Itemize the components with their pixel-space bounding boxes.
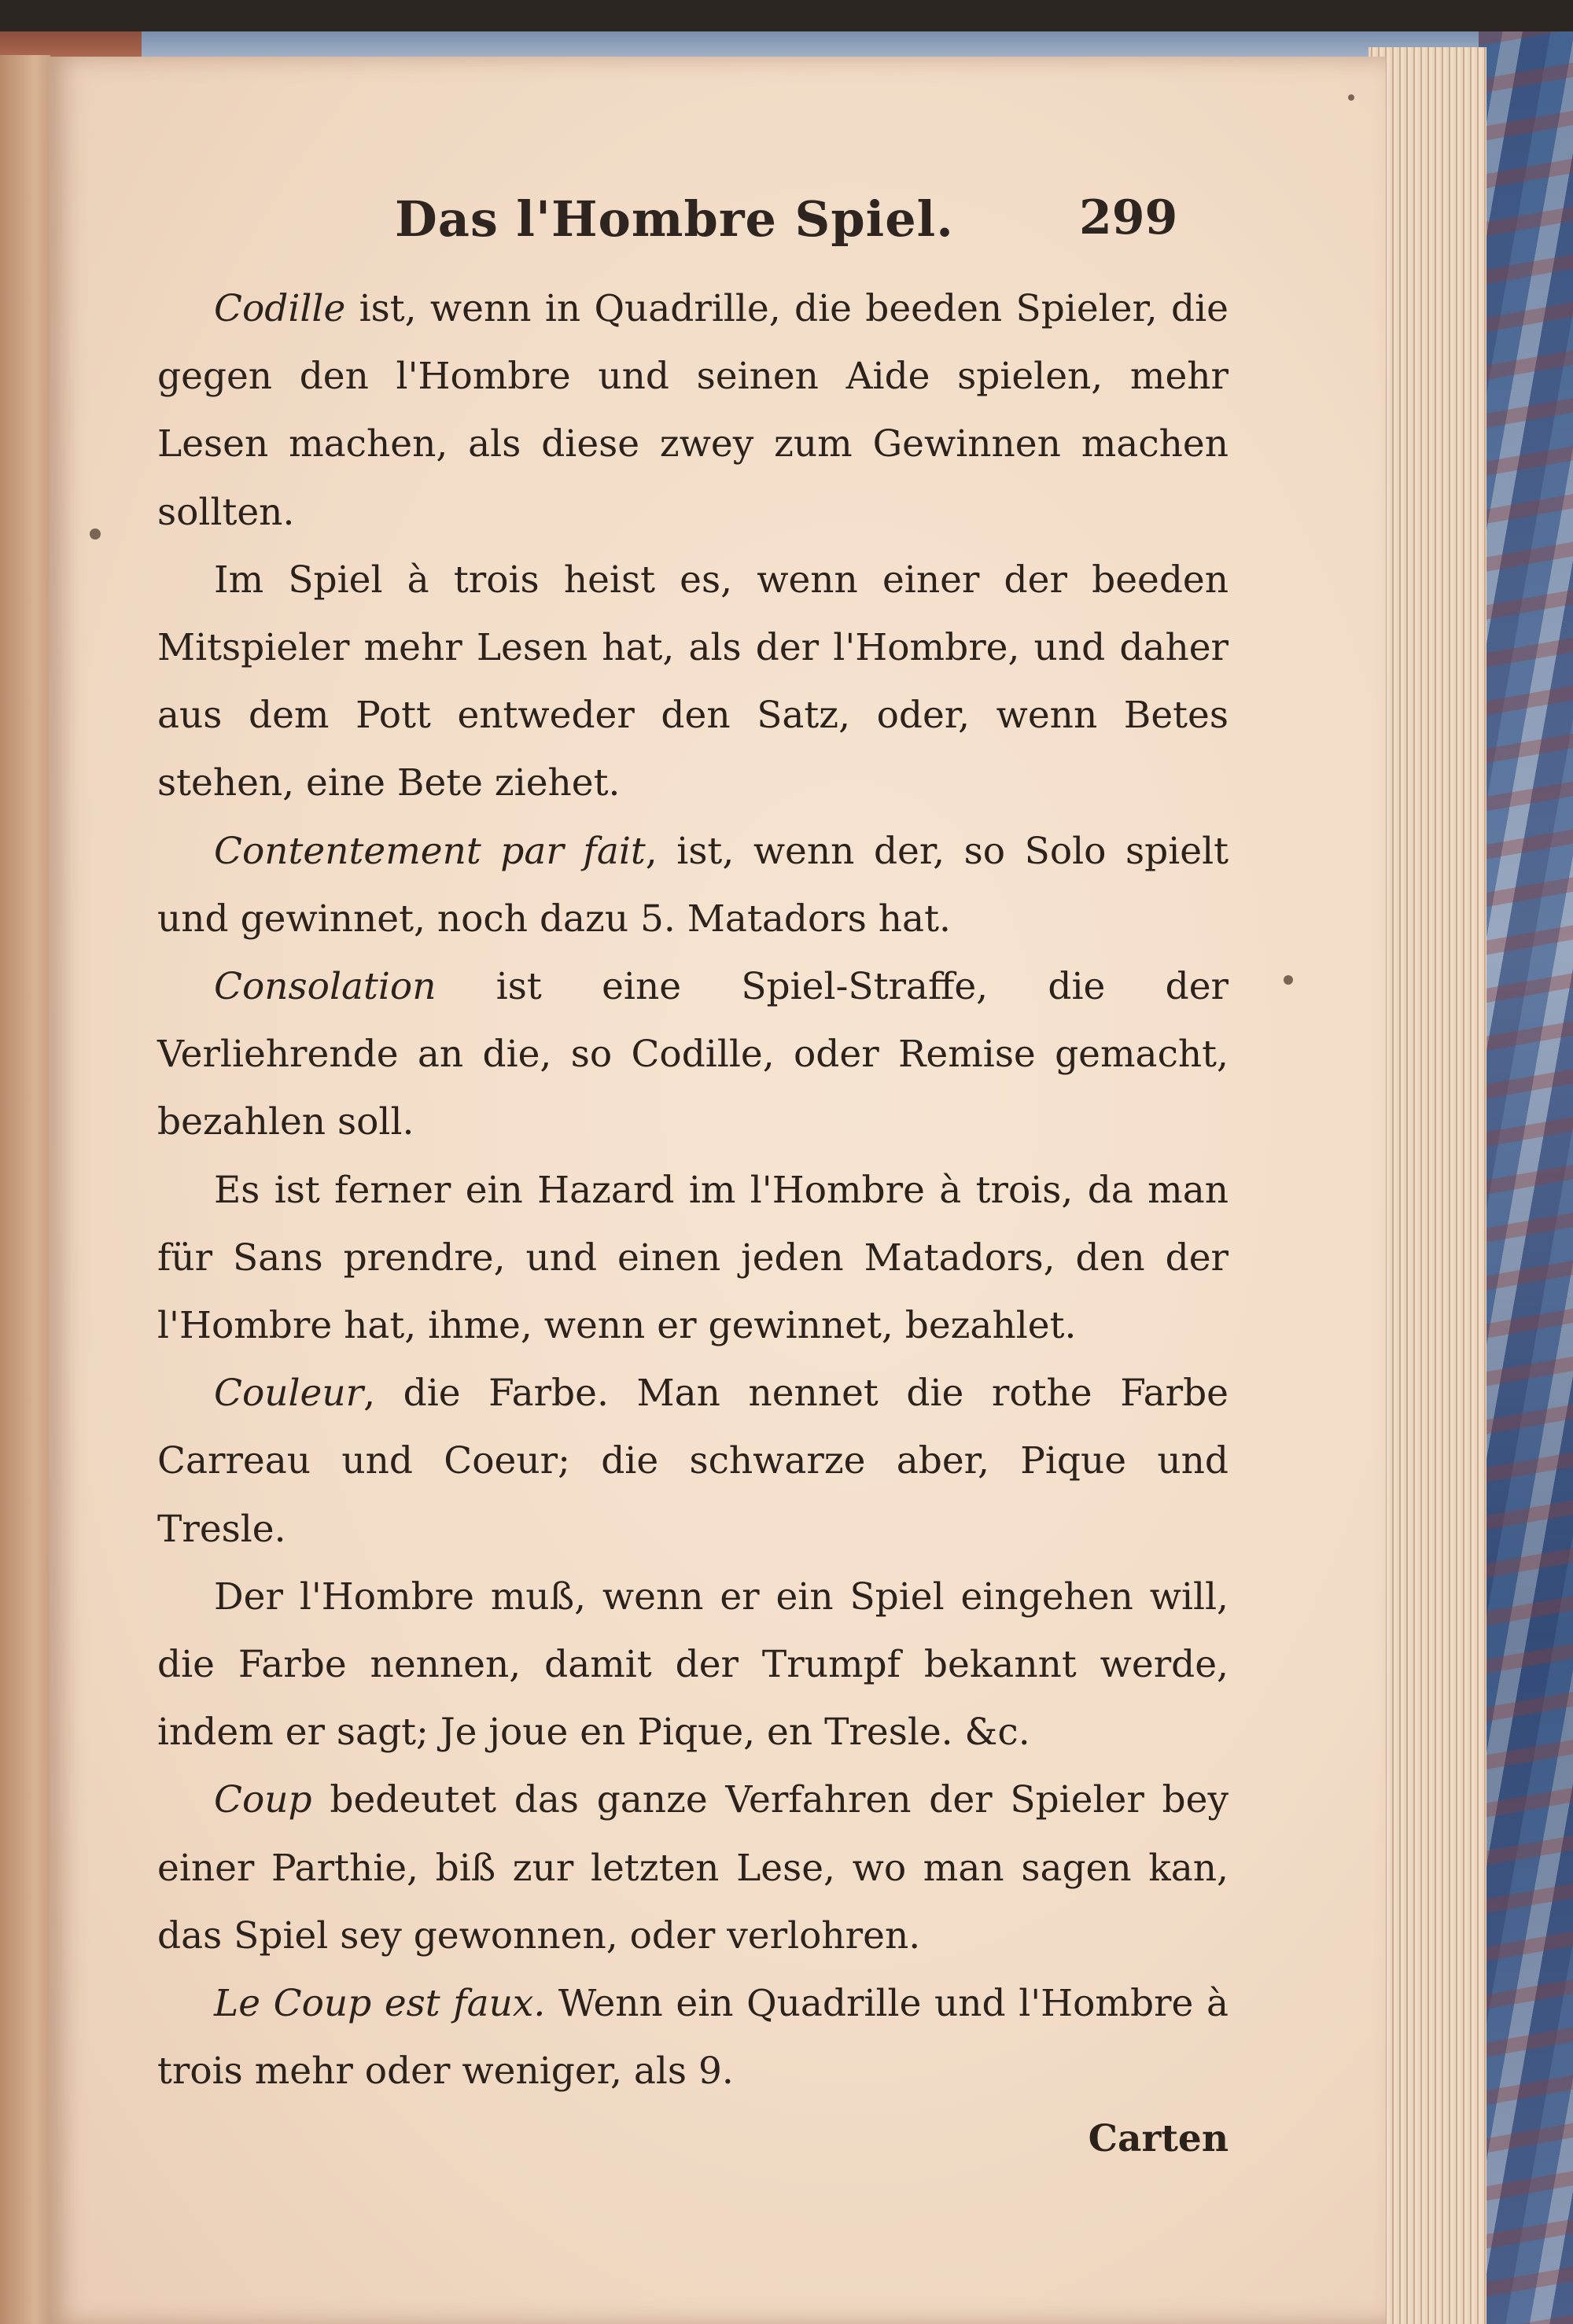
page-header: [49, 190, 1386, 277]
paragraph-couleur: [157, 1360, 1229, 1563]
paper-speck: [1284, 975, 1293, 985]
paragraph-spiel-a-trois: [157, 547, 1229, 818]
paragraph-text: ist eine Spiel-Straffe, die der Verliehrende an die, so Codille, oder Remise gemacht, bezahlen soll.: [157, 965, 1229, 1144]
term: Coup: [214, 1778, 312, 1822]
paragraph-text: ist, wenn in Quadrille, die beeden Spieler, die gegen den l'Hombre und seinen Aide spielen, mehr Lesen machen, als diese zwey zum Gewinnen machen sollten.: [157, 287, 1229, 534]
paragraph-text: bedeutet das ganze Verfahren der Spieler bey einer Parthie, biß zur letzten Lese, wo man sagen kan, das Spiel sey gewonnen, oder verlohren.: [157, 1778, 1229, 1958]
paragraph-hazard: [157, 1157, 1229, 1361]
marbled-cover: [1479, 31, 1573, 2324]
running-head: Das l'Hombre Spiel.: [395, 190, 954, 248]
term: Le Coup est faux.: [214, 1982, 546, 2026]
term: Codille: [214, 287, 346, 330]
term: Couleur: [214, 1372, 364, 1416]
paragraph-consolation: [157, 953, 1229, 1157]
paragraph-text: , ist, wenn der, so Solo spielt und gewinnet, noch dazu 5. Matadors hat.: [157, 829, 1229, 941]
page-number: 299: [1079, 190, 1178, 245]
page-body: [157, 275, 1229, 2174]
paragraph-text: , die Farbe. Man nennet die rothe Farbe Carreau und Coeur; die schwarze aber, Pique und Tresle.: [157, 1372, 1229, 1551]
paragraph-text: Der l'Hombre muß, wenn er ein Spiel eingehen will, die Farbe nennen, damit der Trumpf bekannt werde, indem er sagt; Je joue en Pique, en Tresle. &c.: [157, 1575, 1229, 1755]
term: Contentement par fait: [214, 829, 646, 873]
page-fore-edge: [1369, 47, 1486, 2324]
paragraph-contentement: [157, 818, 1229, 953]
paragraph-text: Es ist ferner ein Hazard im l'Hombre à trois, da man für Sans prendre, und einen jeden Matadors, den der l'Hombre hat, ihme, wenn er gewinnet, bezahlet.: [157, 1168, 1229, 1348]
paragraph-text: Wenn ein Quadrille und l'Hombre à trois mehr oder weniger, als 9.: [157, 1982, 1229, 2094]
paper-speck: [1348, 94, 1354, 101]
facing-page-edge: [0, 55, 50, 2324]
paragraph-farbe-nennen: [157, 1563, 1229, 1767]
catchword: Carten: [1088, 2117, 1229, 2161]
paper-speck: [90, 529, 101, 540]
book-page: [49, 57, 1386, 2324]
paragraph-codille: [157, 275, 1229, 547]
term: Consolation: [214, 965, 437, 1009]
paragraph-coup-faux: [157, 1970, 1229, 2105]
paragraph-text: Im Spiel à trois heist es, wenn einer der beeden Mitspieler mehr Lesen hat, als der l'Hombre, und daher aus dem Pott entweder den Satz, oder, wenn Betes stehen, eine Bete ziehet.: [157, 558, 1229, 805]
paragraph-coup: [157, 1766, 1229, 1970]
